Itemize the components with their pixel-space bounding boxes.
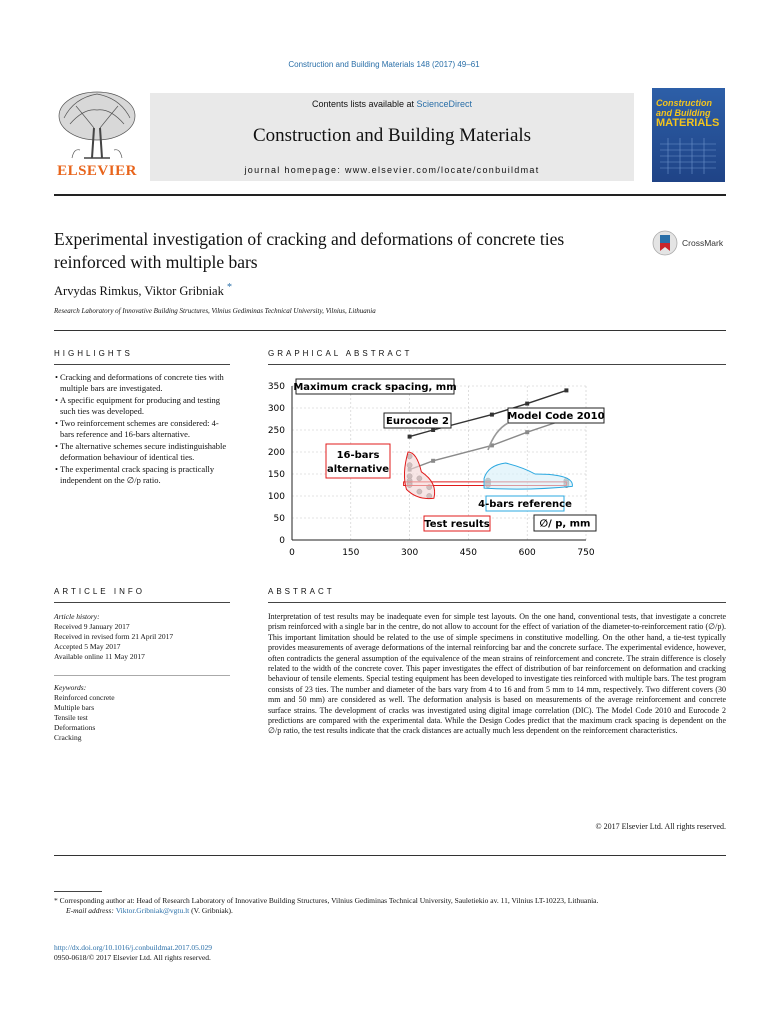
- highlights-rule: [54, 364, 230, 365]
- y-tick-label: 50: [273, 514, 285, 524]
- keyword: Deformations: [54, 723, 96, 732]
- chart-title-label: Maximum crack spacing, mm: [293, 382, 457, 393]
- graphical-abstract-heading: GRAPHICAL ABSTRACT: [268, 349, 413, 358]
- keywords-label: Keywords:: [54, 683, 87, 692]
- footnote-affiliation: [54, 896, 726, 906]
- footnote-email: [54, 906, 726, 916]
- footnote-rule: [54, 891, 102, 892]
- journal-info-box: [150, 93, 634, 181]
- eurocode-label: Eurocode 2: [386, 416, 449, 427]
- abstract-text: Interpretation of test results may be inadequate even for simple test layouts. On the one hand, conventional tests, that investigate a concrete prism reinforced with a single bar in the centre, do not allow to account for the effect of variation of the diameter-to-reinforcement ratio (∅/p). This important limitation should be related to the use of simple specimens in constitutive modelling. On the other hand, a tie-test typically provides measurements of average deformations of the internal reinforcing bar and the concrete surface. The experimental evidence, however, often contradicts the general assumption of the equivalence of the mean strains of reinforcement and concrete. The strain difference is closely related to the width of the concrete cover. This paper investigates the effect of distribution of bar reinforcement on deformation and cracking behaviour of tensile elements. Special testing equipment has been developed to investigate ties reinforced with multiple bars. The test program consists of 23 ties. The number and diameter of the bars vary from 4 to 16 and from 5 mm to 14 mm, respectively. Two different covers (30 mm and 50 mm) are considered as well. The deformation analysis is based on measurements of the average reinforcement and concrete surface strains. The development of cracks was investigated using digital image correlation (DIC). The Model Code 2010 and Eurocode 2 predictions are compared with the experimental data. While the Design Codes predict that the maximum crack spacing is dependent on the ∅/p ratio, the test results indicate that the crack distances are actually much less dependent on the reinforcement characteristics.: [268, 612, 726, 736]
- eurocode-point: [431, 428, 435, 432]
- contents-line: [150, 99, 634, 109]
- crossmark-badge[interactable]: [652, 230, 732, 256]
- keyword: Multiple bars: [54, 703, 95, 712]
- masthead: [54, 88, 726, 184]
- y-tick-label: 250: [267, 426, 285, 436]
- x-tick-label: 0: [289, 548, 295, 558]
- article-info-rule: [54, 602, 230, 603]
- doi-link[interactable]: http://dx.doi.org/10.1016/j.conbuildmat.2017.05.029: [54, 943, 212, 952]
- cover-title: [656, 98, 722, 128]
- bars4-label: 4-bars reference: [478, 499, 572, 510]
- article-history-label: Article history:: [54, 612, 100, 621]
- doi-block: [54, 943, 212, 963]
- keywords-rule: [54, 675, 230, 676]
- article-title-line2: reinforced with multiple bars: [54, 252, 258, 272]
- y-tick-label: 100: [267, 492, 285, 502]
- bars4-region: [484, 463, 572, 489]
- bars16-label-line1: 16-bars: [336, 450, 380, 461]
- highlight-item: • The alternative schemes secure indistinguishable deformation behaviour of identical ties.: [60, 441, 230, 463]
- highlight-item: • Cracking and deformations of concrete ties with multiple bars are investigated.: [60, 372, 230, 394]
- y-tick-label: 350: [267, 382, 285, 392]
- abstract-rule: [268, 602, 726, 603]
- corresponding-author-mark[interactable]: *: [226, 282, 232, 293]
- bars16-label-line2: alternative: [326, 464, 390, 475]
- eurocode-point: [490, 413, 494, 417]
- authors: [54, 282, 232, 299]
- graphical-abstract-chart: [250, 372, 630, 564]
- contents-prefix: Contents lists available at: [311, 99, 417, 109]
- x-axis-unit-label: ∅/ p, mm: [539, 518, 591, 530]
- x-tick-label: 150: [342, 548, 360, 558]
- keywords: [54, 683, 230, 743]
- abstract-copyright: © 2017 Elsevier Ltd. All rights reserved.: [595, 822, 726, 831]
- email-link[interactable]: Viktor.Gribniak@vgtu.lt: [115, 906, 190, 915]
- cover-title-line1: Construction: [656, 98, 712, 108]
- cover-title-line2: and Building: [656, 108, 711, 118]
- email-label: E-mail address:: [66, 906, 116, 915]
- eurocode-point: [525, 402, 529, 406]
- y-tick-label: 150: [267, 470, 285, 480]
- model-code-point: [525, 430, 529, 434]
- highlights-heading: HIGHLIGHTS: [54, 349, 133, 358]
- email-suffix: (V. Gribniak).: [189, 906, 233, 915]
- article-title-line1: Experimental investigation of cracking and deformations of concrete ties: [54, 229, 565, 249]
- online-date: Available online 11 May 2017: [54, 652, 145, 661]
- article-info-heading: ARTICLE INFO: [54, 587, 145, 596]
- keyword: Tensile test: [54, 713, 88, 722]
- footnote-text: Corresponding author at: Head of Research Laboratory of Innovative Building Structures, Vilnius Gediminas Technical University, Sauletiekio av. 11, Vilnius LT-10223, Lithuania.: [59, 896, 599, 905]
- highlight-item: • The experimental crack spacing is practically independent on the ∅/p ratio.: [60, 464, 230, 486]
- cover-title-line3: MATERIALS: [656, 117, 720, 129]
- elsevier-logo[interactable]: [54, 88, 140, 182]
- cover-pattern-icon: [660, 138, 716, 174]
- footnote: [54, 896, 726, 916]
- journal-title: Construction and Building Materials: [252, 125, 532, 146]
- journal-citation[interactable]: Construction and Building Materials 148 (2017) 49–61: [288, 60, 480, 69]
- sciencedirect-link[interactable]: ScienceDirect: [416, 99, 473, 109]
- author-names: Arvydas Rimkus, Viktor Gribniak: [54, 284, 224, 299]
- x-tick-label: 750: [577, 548, 595, 558]
- received-date: Received 9 January 2017: [54, 622, 130, 631]
- highlight-item: • Two reinforcement schemes are considered: 4-bars reference and 16-bars alternative.: [60, 418, 230, 440]
- eurocode-point: [408, 435, 412, 439]
- abstract-bottom-rule: [54, 855, 726, 856]
- journal-cover[interactable]: [652, 88, 725, 182]
- abstract-heading: ABSTRACT: [268, 587, 335, 596]
- y-tick-label: 200: [267, 448, 285, 458]
- article-title: [54, 228, 644, 274]
- x-tick-label: 300: [401, 548, 419, 558]
- eurocode-point: [564, 388, 568, 392]
- accepted-date: Accepted 5 May 2017: [54, 642, 121, 651]
- journal-homepage[interactable]: journal homepage: www.elsevier.com/locate/conbuildmat: [244, 165, 540, 175]
- crossmark-icon: [652, 230, 678, 256]
- issn-line: 0950-0618/© 2017 Elsevier Ltd. All rights reserved.: [54, 953, 211, 962]
- revised-date: Received in revised form 21 April 2017: [54, 632, 174, 641]
- y-tick-label: 300: [267, 404, 285, 414]
- y-tick-label: 0: [279, 536, 285, 546]
- bars16-region: [404, 452, 434, 499]
- model-code-point: [431, 459, 435, 463]
- keyword: Reinforced concrete: [54, 693, 115, 702]
- footnote-mark: *: [54, 896, 58, 905]
- model-code-label: Model Code 2010: [507, 411, 605, 422]
- highlights-list: [54, 372, 230, 487]
- graphical-abstract-rule: [268, 364, 726, 365]
- highlight-item: • A specific equipment for producing and testing such ties was developed.: [60, 395, 230, 417]
- tree-icon: [54, 88, 140, 166]
- crossmark-label: CrossMark: [682, 238, 724, 248]
- article-history: [54, 612, 230, 662]
- header-rule: [54, 194, 726, 196]
- affiliation-rule: [54, 330, 726, 331]
- test-results-label: Test results: [424, 519, 490, 530]
- x-tick-label: 600: [518, 548, 536, 558]
- affiliation: Research Laboratory of Innovative Building Structures, Vilnius Gediminas Technical University, Vilnius, Lithuania: [54, 307, 376, 315]
- publisher-name: ELSEVIER: [57, 163, 137, 179]
- keyword: Cracking: [54, 733, 82, 742]
- x-tick-label: 450: [459, 548, 477, 558]
